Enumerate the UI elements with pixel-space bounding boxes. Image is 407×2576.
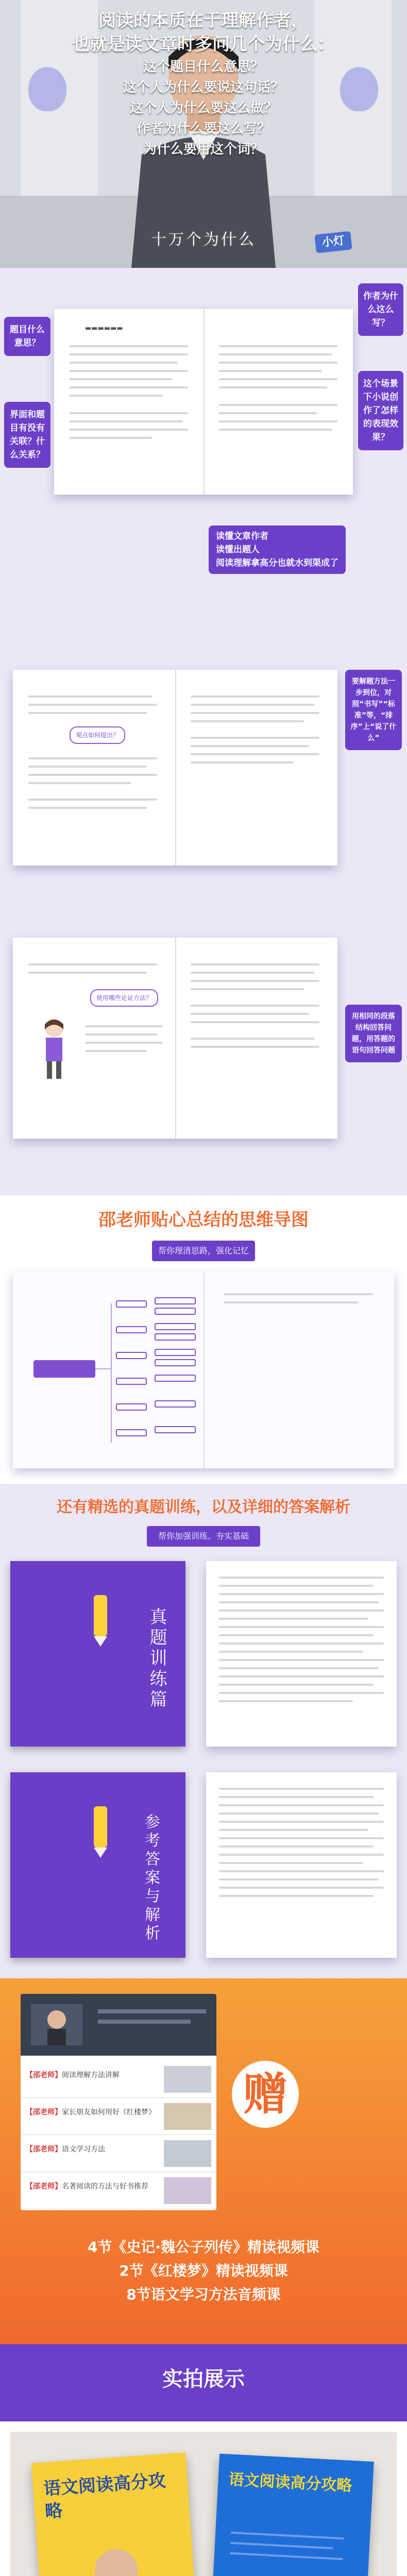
hero-title-line2: 也就是读文章时多问几个为什么： xyxy=(72,34,335,55)
hero-question: 这个人为什么要说这句话？ xyxy=(123,80,284,95)
mindmap-section xyxy=(0,1195,407,1484)
annotation-bubble: 这个场景下小说创作了怎样的表现效果？ xyxy=(358,371,403,450)
callout-line: 阅读理解拿高分也就水到渠成了 xyxy=(216,558,338,568)
book-spine xyxy=(175,938,176,1139)
video-thumbnail xyxy=(164,2140,211,2167)
gift-item: 2节《红楼梦》精读视频课 xyxy=(119,2262,288,2279)
author-photo xyxy=(73,2537,164,2576)
exercise-page xyxy=(206,1561,397,1747)
pen-icon xyxy=(82,1592,118,1649)
section-pill: 帮你理清思路，强化记忆 xyxy=(152,1241,255,1261)
callout-line: 读懂出题人 xyxy=(216,545,260,555)
video-thumbnail xyxy=(164,2177,211,2204)
book-spread-section-2 xyxy=(0,659,407,927)
hero-question: 这个人为什么要这么做？ xyxy=(129,100,277,116)
book-spread-section-3 xyxy=(0,927,407,1195)
section-title: 邵老师贴心总结的思维导图 xyxy=(98,1210,309,1230)
video-tag: 【邵老师】 xyxy=(26,2108,62,2116)
video-list-card xyxy=(21,1994,216,2210)
hero-question-list xyxy=(0,57,407,160)
gift-item: 8节语文学习方法音频课 xyxy=(126,2286,281,2303)
video-title: 阅读理解方法讲解 xyxy=(62,2071,120,2079)
book-spread-1 xyxy=(54,309,353,495)
hero-question: 这个题目什么意思？ xyxy=(143,59,264,75)
cover-title: 参考答案与解析 xyxy=(142,1814,160,1943)
page-question-bubble: 观点如何提出？ xyxy=(70,726,125,744)
page-question-bubble: 使用哪些论证方法？ xyxy=(90,989,158,1007)
book-title: 语文阅读高分攻略 xyxy=(228,2470,353,2495)
answer-page xyxy=(206,1772,397,1958)
summary-callout xyxy=(209,526,346,574)
video-list-item[interactable] xyxy=(21,2098,216,2135)
video-list-item[interactable] xyxy=(21,2135,216,2172)
cover-title: 真题训练篇 xyxy=(146,1607,167,1710)
callout-line: 读懂文章作者 xyxy=(216,531,268,541)
book-cover-front xyxy=(31,2452,201,2576)
photo-section xyxy=(0,2344,407,2576)
annotation-bubble: 界面和题目有没有关联？什么关系？ xyxy=(4,402,50,468)
lecture-thumbnail xyxy=(21,1994,216,2056)
section-title: 实拍展示 xyxy=(162,2367,245,2391)
book-cover-back xyxy=(208,2453,374,2576)
annotation-bubble: 作者为什么这么写？ xyxy=(358,283,403,336)
hero-banner xyxy=(0,0,407,268)
video-title: 家长朋友如何用好《红楼梦》 xyxy=(62,2108,156,2116)
video-player-preview xyxy=(21,1994,216,2056)
hero-title-line1: 阅读的本质在于理解作者， xyxy=(98,10,309,31)
section-title: 还有精选的真题训练，以及详细的答案解析 xyxy=(57,1498,350,1516)
video-thumbnail xyxy=(164,2066,211,2093)
book-title: 语文阅读高分攻略 xyxy=(42,2470,167,2522)
brand-badge: 小灯 xyxy=(314,231,352,253)
answer-cover xyxy=(10,1772,185,1958)
photo-books xyxy=(10,2432,397,2576)
exercise-cover xyxy=(10,1561,185,1747)
video-thumbnail xyxy=(164,2103,211,2130)
gift-item: 4节《史记·魏公子列传》精读视频课 xyxy=(87,2239,320,2256)
video-tag: 【邵老师】 xyxy=(26,2145,62,2154)
side-note-bubble: 要解题方法一步到位，对照“书写”“标准”等，“排序”上“说了什么” xyxy=(345,670,402,750)
gift-badge: 赠 xyxy=(232,2061,299,2128)
hero-question: 作者为什么要这么写？ xyxy=(136,121,270,137)
gift-section xyxy=(0,1978,407,2344)
section-pill: 帮你加强训练、夯实基础 xyxy=(147,1526,260,1547)
student-illustration xyxy=(33,1015,75,1082)
video-subtitle: 十万个为什么 xyxy=(151,231,256,249)
video-list-item[interactable] xyxy=(21,2061,216,2098)
hero-question: 为什么要用这个词？ xyxy=(143,142,264,157)
video-tag: 【邵老师】 xyxy=(26,2071,62,2079)
book-spine xyxy=(204,1273,205,1468)
book-spine xyxy=(204,309,205,495)
mindmap-root xyxy=(33,1360,95,1378)
book-spread-section-1 xyxy=(0,268,407,659)
book-spread-3 xyxy=(13,938,337,1139)
video-list-item[interactable] xyxy=(21,2172,216,2209)
mindmap-spread xyxy=(13,1273,394,1468)
video-tag: 【邵老师】 xyxy=(26,2182,62,2191)
book-spine xyxy=(175,670,176,866)
video-title: 语文学习方法 xyxy=(62,2145,105,2154)
page-heading: ▬▬▬▬▬▬ xyxy=(85,325,123,332)
side-note-bubble: 用相同的段落结构回答问题，用答题的语句回答问题 xyxy=(345,1005,402,1062)
book-spread-2 xyxy=(13,670,337,866)
pen-icon xyxy=(77,1803,124,1860)
annotation-bubble: 题目什么意思？ xyxy=(4,317,50,356)
exercises-section xyxy=(0,1484,407,1978)
video-title: 名著阅读的方法与好书推荐 xyxy=(62,2182,148,2191)
